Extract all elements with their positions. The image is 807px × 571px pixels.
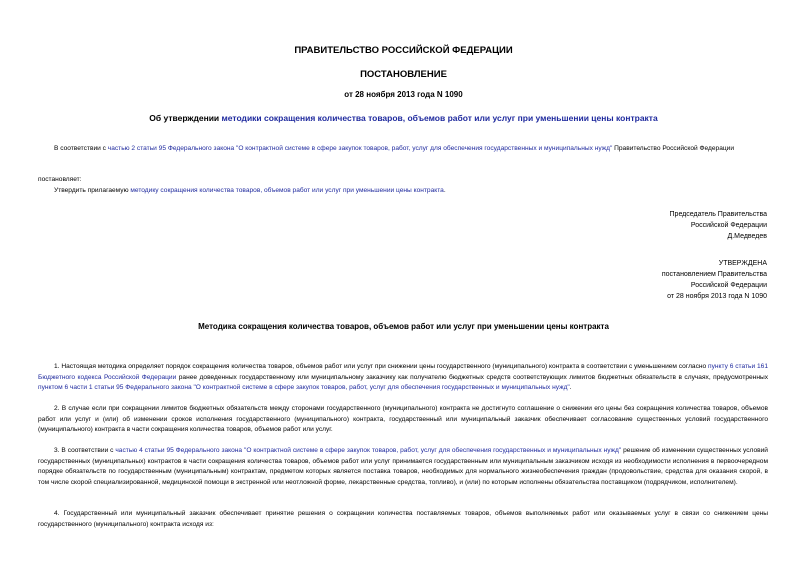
federal-law-link-item3[interactable]: частью 4 статьи 95 Федерального закона "О контрактной системе в сфере закупок товаров, работ, услуг для обеспечения государственных и муниципальных нужд": [115, 447, 622, 454]
intro-text-a: В соответствии с: [54, 145, 108, 152]
intro-paragraph: [38, 144, 768, 155]
document-title-link[interactable]: методики сокращения количества товаров, объемов работ или услуг при уменьшении цены контракта: [221, 113, 658, 123]
item1-text-c: .: [569, 384, 572, 392]
signature-line-1: Председатель Правительства: [669, 211, 767, 218]
budget-code-link[interactable]: пункту 6 статьи 161 Бюджетного кодекса Российской Федерации: [38, 363, 768, 381]
decree-word: постановляет:: [38, 176, 82, 183]
approval-line-4: от 28 ноября 2013 года N 1090: [667, 293, 767, 300]
approve-text-a: Утвердить прилагаемую: [54, 187, 131, 194]
document-type: ПОСТАНОВЛЕНИЕ: [360, 69, 447, 80]
approve-paragraph: [38, 186, 768, 197]
approval-block: [662, 258, 767, 302]
government-heading: ПРАВИТЕЛЬСТВО РОССИЙСКОЙ ФЕДЕРАЦИИ: [294, 45, 513, 56]
methodology-title: Методика сокращения количества товаров, объемов работ или услуг при уменьшении цены контракта: [198, 322, 609, 331]
methodology-item-1: [38, 362, 768, 394]
document-title-prefix: Об утверждении: [149, 113, 222, 123]
signature-block: [670, 209, 767, 242]
approval-line-3: Российской Федерации: [690, 282, 767, 289]
item2-text: 2. В случае если при сокращении лимитов бюджетных обязательств между сторонами государственного (муниципального) контракта не достигнуто соглашение о снижении его цены без сокращения количества товаров, объемов работ или услуг и (или) об изменении сроков исполнения государственного (муниципального) контракта, государственный или муниципальный заказчик обеспечивает согласование существенных условий государственного (муниципального) контракта в части сокращения количества товаров, объемов работ или услуг.: [38, 405, 768, 434]
intro-text-b: Правительство Российской Федерации: [612, 145, 735, 152]
methodology-item-2: [38, 404, 768, 436]
item1-text-b: ранее доведенных государственному или муниципальному заказчику как получателю бюджетных средств соответствующих лимитов бюджетных обязательств в случаях, предусмотренных: [176, 373, 768, 381]
document-date: от 28 ноября 2013 года N 1090: [344, 90, 463, 99]
signature-line-2: Российской Федерации: [690, 222, 767, 229]
signature-line-3: Д.Медведев: [727, 233, 767, 240]
methodology-item-4: [38, 509, 768, 530]
methodology-link[interactable]: методику сокращения количества товаров, объемов работ или услуг при уменьшении цены контракта: [130, 187, 444, 194]
item4-text: 4. Государственный или муниципальный заказчик обеспечивает принятие решения о сокращении количества поставляемых товаров, объемов выполняемых работ или оказываемых услуг в связи со снижением цены государственного (муниципального) контракта исходя из:: [38, 510, 768, 528]
federal-law-link[interactable]: частью 2 статьи 95 Федерального закона "О контрактной системе в сфере закупок товаров, работ, услуг для обеспечения государственных и муниципальных нужд": [107, 145, 613, 152]
approve-text-b: .: [443, 187, 446, 194]
approval-line-1: УТВЕРЖДЕНА: [718, 260, 767, 267]
item3-text-b: решение об изменении существенных условий государственных (муниципальных) контрактов в части сокращения количества товаров, объемов работ или услуг принимается государственным или муниципальным заказчиком исходя из необходимости исполнения в первоочередном порядке обязательств по государственным (муниципальным) контрактам, предметом которых является поставка товаров, необходимых для нормального жизнеобеспечения граждан (продовольствие, средства для оказания скорой, в том числе скорой специализированной, медицинской помощи в экстренной или неотложной форме, лекарственные средства, топливо), и (или) по которым исполнены обязательства поставщиком (подрядчиком, исполнителем).: [38, 447, 768, 486]
item1-text-a: 1. Настоящая методика определяет порядок сокращения количества товаров, объемов работ или услуг при снижении цены государственного (муниципального) контракта в соответствии с уменьшением согласно: [54, 363, 709, 370]
approval-line-2: постановлением Правительства: [661, 271, 767, 278]
document-title: [0, 113, 807, 123]
item3-text-a: 3. В соответствии с: [54, 447, 116, 454]
federal-law-link-item1[interactable]: пунктом 6 части 1 статьи 95 Федерального закона "О контрактной системе в сфере закупок товаров, работ, услуг для обеспечения государственных и муниципальных нужд": [38, 384, 570, 392]
methodology-item-3: [38, 446, 768, 488]
